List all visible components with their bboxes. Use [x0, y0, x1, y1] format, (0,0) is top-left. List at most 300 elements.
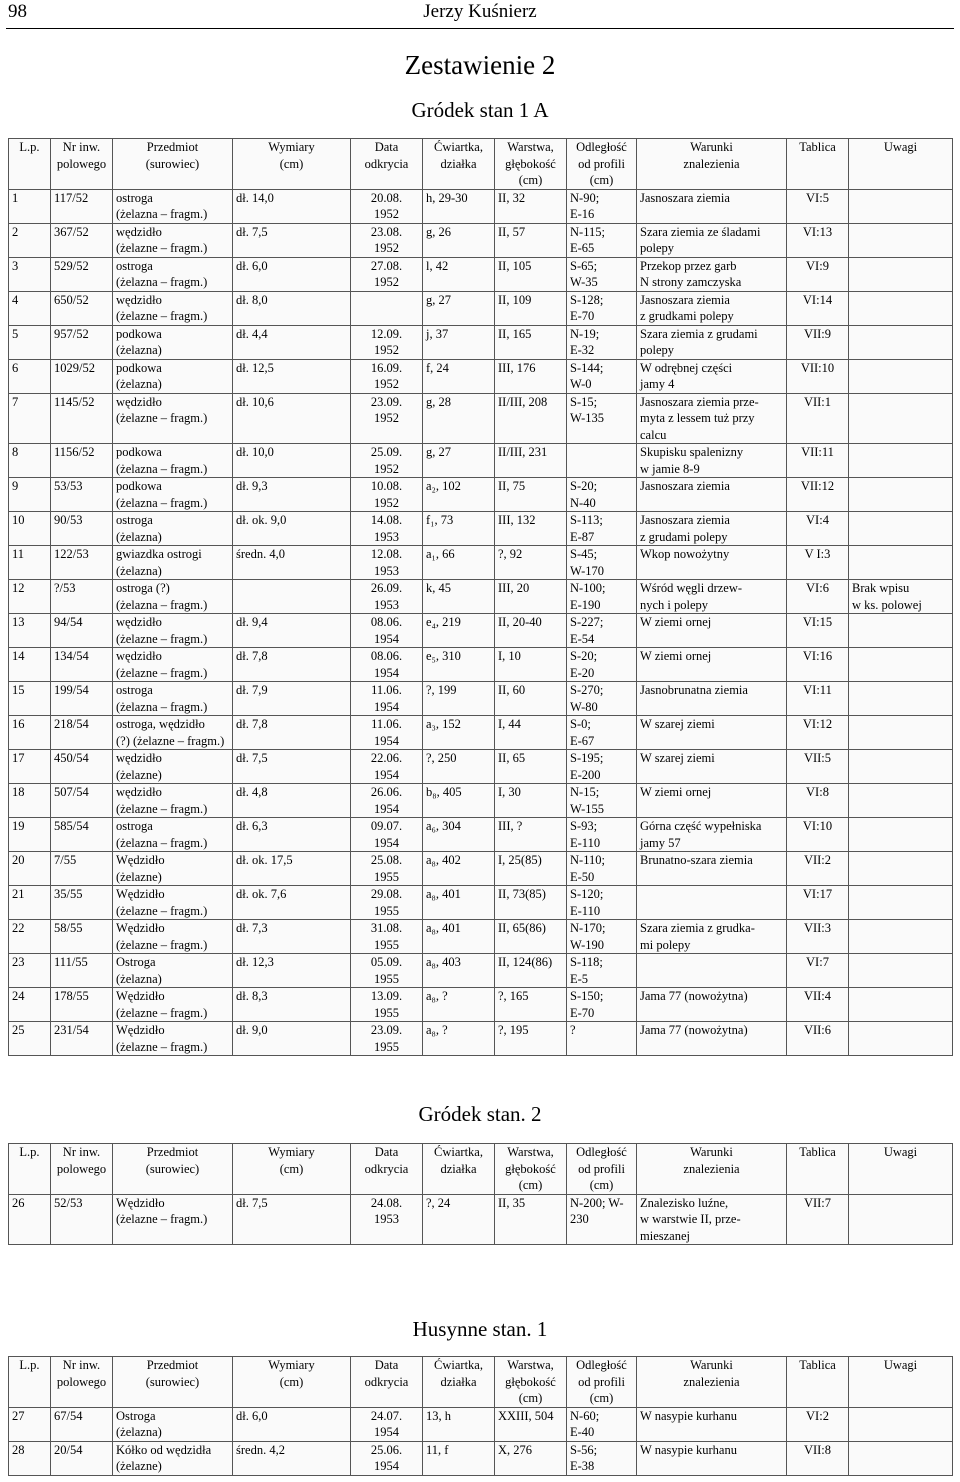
- cell-nr-inw: 529/52: [51, 257, 113, 291]
- cell-cwiartka: e₄, 219: [423, 614, 495, 648]
- table-gródek-1a: [8, 138, 953, 1056]
- table-row: [9, 716, 953, 750]
- cell-uwagi: [849, 1022, 953, 1056]
- column-header-odleglosc: Odległość od profili (cm): [567, 1144, 637, 1195]
- cell-lp: 25: [9, 1022, 51, 1056]
- cell-warstwa: II, 165: [495, 325, 567, 359]
- cell-tablica: V I:3: [787, 546, 849, 580]
- cell-warunki: Jasnoszara ziemia: [637, 478, 787, 512]
- column-header-uwagi: Uwagi: [849, 1357, 953, 1408]
- cell-cwiartka: a₆, 304: [423, 818, 495, 852]
- cell-data: 12.09. 1952: [351, 325, 423, 359]
- cell-uwagi: [849, 716, 953, 750]
- cell-uwagi: [849, 920, 953, 954]
- cell-odleglosc: S-113; E-87: [567, 512, 637, 546]
- cell-uwagi: [849, 818, 953, 852]
- cell-odleglosc: N-90; E-16: [567, 189, 637, 223]
- cell-warstwa: II, 60: [495, 682, 567, 716]
- cell-warunki: Jama 77 (nowożytna): [637, 1022, 787, 1056]
- cell-tablica: VI:6: [787, 580, 849, 614]
- cell-nr-inw: 90/53: [51, 512, 113, 546]
- cell-warstwa: I, 10: [495, 648, 567, 682]
- cell-wymiary: dł. 6,3: [233, 818, 351, 852]
- cell-uwagi: [849, 444, 953, 478]
- cell-warunki: Górna część wypełniska jamy 57: [637, 818, 787, 852]
- cell-lp: 24: [9, 988, 51, 1022]
- cell-wymiary: dł. 10,6: [233, 393, 351, 444]
- cell-lp: 5: [9, 325, 51, 359]
- cell-wymiary: dł. 4,8: [233, 784, 351, 818]
- cell-warunki: W nasypie kurhanu: [637, 1407, 787, 1441]
- cell-cwiartka: g, 26: [423, 223, 495, 257]
- cell-warunki: Szara ziemia z grudami polepy: [637, 325, 787, 359]
- cell-lp: 26: [9, 1194, 51, 1245]
- cell-uwagi: [849, 954, 953, 988]
- cell-cwiartka: a₂, 102: [423, 478, 495, 512]
- table-row: [9, 291, 953, 325]
- cell-wymiary: dł. 7,8: [233, 716, 351, 750]
- page-number: 98: [8, 1, 27, 22]
- cell-uwagi: [849, 1441, 953, 1475]
- cell-wymiary: dł. 9,0: [233, 1022, 351, 1056]
- cell-wymiary: dł. 9,3: [233, 478, 351, 512]
- cell-cwiartka: a₈, 401: [423, 920, 495, 954]
- cell-wymiary: średn. 4,2: [233, 1441, 351, 1475]
- cell-przedmiot: wędzidło (żelazne – fragm.): [113, 648, 233, 682]
- table-row: [9, 512, 953, 546]
- column-header-nr-inw: Nr inw. polowego: [51, 139, 113, 190]
- cell-uwagi: Brak wpisu w ks. polowej: [849, 580, 953, 614]
- cell-przedmiot: wędzidło (żelazne – fragm.): [113, 223, 233, 257]
- cell-odleglosc: N-110; E-50: [567, 852, 637, 886]
- cell-warunki: W ziemi ornej: [637, 614, 787, 648]
- cell-cwiartka: l, 42: [423, 257, 495, 291]
- cell-lp: 2: [9, 223, 51, 257]
- cell-tablica: VI:10: [787, 818, 849, 852]
- cell-data: 22.06. 1954: [351, 750, 423, 784]
- cell-przedmiot: ostroga (żelazna – fragm.): [113, 257, 233, 291]
- cell-nr-inw: 199/54: [51, 682, 113, 716]
- cell-przedmiot: ostroga (żelazna – fragm.): [113, 189, 233, 223]
- column-header-lp: L.p.: [9, 139, 51, 190]
- cell-nr-inw: 650/52: [51, 291, 113, 325]
- table-row: [9, 580, 953, 614]
- cell-lp: 16: [9, 716, 51, 750]
- table-row: [9, 359, 953, 393]
- cell-warunki: Wkop nowożytny: [637, 546, 787, 580]
- cell-tablica: VII:7: [787, 1194, 849, 1245]
- column-header-wymiary: Wymiary (cm): [233, 1144, 351, 1195]
- cell-lp: 4: [9, 291, 51, 325]
- cell-nr-inw: 1029/52: [51, 359, 113, 393]
- cell-przedmiot: wędzidło (żelazne – fragm.): [113, 393, 233, 444]
- table-row: [9, 750, 953, 784]
- cell-nr-inw: 1145/52: [51, 393, 113, 444]
- cell-wymiary: dł. ok. 17,5: [233, 852, 351, 886]
- cell-przedmiot: ostroga (?) (żelazna – fragm.): [113, 580, 233, 614]
- cell-warstwa: ?, 195: [495, 1022, 567, 1056]
- cell-tablica: VII:6: [787, 1022, 849, 1056]
- cell-cwiartka: g, 28: [423, 393, 495, 444]
- cell-cwiartka: f₁, 73: [423, 512, 495, 546]
- cell-lp: 10: [9, 512, 51, 546]
- cell-przedmiot: ostroga (żelazna – fragm.): [113, 818, 233, 852]
- column-header-tablica: Tablica: [787, 139, 849, 190]
- cell-nr-inw: 111/55: [51, 954, 113, 988]
- cell-warunki: Jasnobrunatna ziemia: [637, 682, 787, 716]
- table-row: [9, 954, 953, 988]
- cell-przedmiot: wędzidło (żelazne – fragm.): [113, 784, 233, 818]
- column-header-warstwa: Warstwa, głębokość (cm): [495, 1144, 567, 1195]
- cell-odleglosc: S-20; N-40: [567, 478, 637, 512]
- cell-tablica: VII:3: [787, 920, 849, 954]
- cell-warstwa: II, 124(86): [495, 954, 567, 988]
- cell-warunki: Wśród węgli drzew- nych i polepy: [637, 580, 787, 614]
- cell-tablica: VII:11: [787, 444, 849, 478]
- cell-wymiary: [233, 580, 351, 614]
- cell-uwagi: [849, 393, 953, 444]
- section-title-3: Husynne stan. 1: [412, 1317, 548, 1341]
- cell-warstwa: I, 30: [495, 784, 567, 818]
- cell-nr-inw: 7/55: [51, 852, 113, 886]
- cell-odleglosc: S-270; W-80: [567, 682, 637, 716]
- cell-warstwa: XXIII, 504: [495, 1407, 567, 1441]
- cell-uwagi: [849, 750, 953, 784]
- column-header-warstwa: Warstwa, głębokość (cm): [495, 139, 567, 190]
- cell-tablica: VI:14: [787, 291, 849, 325]
- cell-lp: 12: [9, 580, 51, 614]
- cell-nr-inw: 134/54: [51, 648, 113, 682]
- cell-warunki: [637, 886, 787, 920]
- cell-warstwa: II, 73(85): [495, 886, 567, 920]
- cell-uwagi: [849, 223, 953, 257]
- cell-wymiary: dł. 12,3: [233, 954, 351, 988]
- cell-przedmiot: Wędzidło (żelazne – fragm.): [113, 886, 233, 920]
- cell-przedmiot: Kółko od wędzidła (żelazne): [113, 1441, 233, 1475]
- cell-cwiartka: a₈, 403: [423, 954, 495, 988]
- cell-cwiartka: a₈, 401: [423, 886, 495, 920]
- cell-nr-inw: 585/54: [51, 818, 113, 852]
- cell-tablica: VII:5: [787, 750, 849, 784]
- cell-data: 12.08. 1953: [351, 546, 423, 580]
- cell-uwagi: [849, 546, 953, 580]
- cell-tablica: VI:11: [787, 682, 849, 716]
- column-header-nr-inw: Nr inw. polowego: [51, 1144, 113, 1195]
- cell-lp: 11: [9, 546, 51, 580]
- cell-lp: 6: [9, 359, 51, 393]
- cell-przedmiot: gwiazdka ostrogi (żelazna): [113, 546, 233, 580]
- cell-data: 09.07. 1954: [351, 818, 423, 852]
- cell-lp: 21: [9, 886, 51, 920]
- cell-warstwa: II, 20-40: [495, 614, 567, 648]
- cell-warstwa: III, 132: [495, 512, 567, 546]
- table-row: [9, 784, 953, 818]
- cell-przedmiot: wędzidło (żelazne – fragm.): [113, 614, 233, 648]
- cell-odleglosc: S-45; W-170: [567, 546, 637, 580]
- cell-tablica: VI:9: [787, 257, 849, 291]
- cell-nr-inw: 53/53: [51, 478, 113, 512]
- table-row: [9, 478, 953, 512]
- cell-odleglosc: S-150; E-70: [567, 988, 637, 1022]
- cell-przedmiot: podkowa (żelazna – fragm.): [113, 478, 233, 512]
- header-row: [9, 139, 953, 190]
- cell-warunki: Skupisku spalenizny w jamie 8-9: [637, 444, 787, 478]
- cell-przedmiot: Wędzidło (żelazne): [113, 852, 233, 886]
- cell-cwiartka: f, 24: [423, 359, 495, 393]
- cell-nr-inw: 35/55: [51, 886, 113, 920]
- cell-wymiary: dł. 6,0: [233, 257, 351, 291]
- cell-warstwa: X, 276: [495, 1441, 567, 1475]
- cell-cwiartka: a₈, ?: [423, 988, 495, 1022]
- column-header-tablica: Tablica: [787, 1357, 849, 1408]
- cell-lp: 18: [9, 784, 51, 818]
- cell-nr-inw: 957/52: [51, 325, 113, 359]
- cell-nr-inw: 1156/52: [51, 444, 113, 478]
- cell-data: 25.08. 1955: [351, 852, 423, 886]
- cell-warunki: Szara ziemia ze śladami polepy: [637, 223, 787, 257]
- cell-przedmiot: ostroga (żelazna – fragm.): [113, 682, 233, 716]
- cell-wymiary: dł. 14,0: [233, 189, 351, 223]
- column-header-cwiartka: Ćwiartka, działka: [423, 1144, 495, 1195]
- cell-warunki: Jasnoszara ziemia prze- myta z lessem tuż przy calcu: [637, 393, 787, 444]
- cell-data: 29.08. 1955: [351, 886, 423, 920]
- cell-uwagi: [849, 886, 953, 920]
- cell-cwiartka: a₈, ?: [423, 1022, 495, 1056]
- cell-data: 27.08. 1952: [351, 257, 423, 291]
- cell-warstwa: III, 176: [495, 359, 567, 393]
- cell-tablica: VII:4: [787, 988, 849, 1022]
- cell-data: 31.08. 1955: [351, 920, 423, 954]
- cell-przedmiot: Wędzidło (żelazne – fragm.): [113, 988, 233, 1022]
- cell-tablica: VII:12: [787, 478, 849, 512]
- cell-odleglosc: N-15; W-155: [567, 784, 637, 818]
- cell-wymiary: dł. 7,5: [233, 1194, 351, 1245]
- cell-tablica: VI:17: [787, 886, 849, 920]
- cell-data: 24.08. 1953: [351, 1194, 423, 1245]
- cell-warunki: [637, 954, 787, 988]
- cell-data: 23.09. 1952: [351, 393, 423, 444]
- table-gródek-2: [8, 1143, 953, 1245]
- cell-uwagi: [849, 478, 953, 512]
- cell-wymiary: dł. ok. 7,6: [233, 886, 351, 920]
- cell-odleglosc: S-56; E-38: [567, 1441, 637, 1475]
- cell-cwiartka: g, 27: [423, 291, 495, 325]
- cell-data: 08.06. 1954: [351, 648, 423, 682]
- column-header-warunki: Warunki znalezienia: [637, 139, 787, 190]
- cell-uwagi: [849, 189, 953, 223]
- table-row: [9, 257, 953, 291]
- column-header-lp: L.p.: [9, 1144, 51, 1195]
- cell-odleglosc: S-65; W-35: [567, 257, 637, 291]
- cell-warunki: W szarej ziemi: [637, 716, 787, 750]
- cell-przedmiot: Wędzidło (żelazne – fragm.): [113, 1022, 233, 1056]
- cell-wymiary: dł. 4,4: [233, 325, 351, 359]
- cell-lp: 3: [9, 257, 51, 291]
- cell-warunki: Przekop przez garb N strony zamczyska: [637, 257, 787, 291]
- column-header-przedmiot: Przedmiot (surowiec): [113, 1144, 233, 1195]
- cell-wymiary: dł. 8,3: [233, 988, 351, 1022]
- cell-odleglosc: S-227; E-54: [567, 614, 637, 648]
- cell-warstwa: II, 109: [495, 291, 567, 325]
- cell-lp: 22: [9, 920, 51, 954]
- cell-warstwa: II/III, 231: [495, 444, 567, 478]
- cell-warstwa: I, 44: [495, 716, 567, 750]
- cell-lp: 17: [9, 750, 51, 784]
- table-row: [9, 852, 953, 886]
- cell-data: 26.09. 1953: [351, 580, 423, 614]
- cell-warstwa: II, 105: [495, 257, 567, 291]
- cell-warunki: Jama 77 (nowożytna): [637, 988, 787, 1022]
- cell-cwiartka: a₁, 66: [423, 546, 495, 580]
- cell-odleglosc: ?: [567, 1022, 637, 1056]
- cell-cwiartka: a₃, 152: [423, 716, 495, 750]
- cell-lp: 9: [9, 478, 51, 512]
- header-row: [9, 1357, 953, 1408]
- cell-data: 25.06. 1954: [351, 1441, 423, 1475]
- column-header-uwagi: Uwagi: [849, 1144, 953, 1195]
- cell-nr-inw: 67/54: [51, 1407, 113, 1441]
- cell-lp: 27: [9, 1407, 51, 1441]
- table-row: [9, 223, 953, 257]
- table-row: [9, 1441, 953, 1475]
- cell-przedmiot: Wędzidło (żelazne – fragm.): [113, 1194, 233, 1245]
- cell-lp: 7: [9, 393, 51, 444]
- cell-lp: 23: [9, 954, 51, 988]
- cell-nr-inw: 52/53: [51, 1194, 113, 1245]
- table-row: [9, 393, 953, 444]
- cell-lp: 14: [9, 648, 51, 682]
- cell-uwagi: [849, 988, 953, 1022]
- cell-data: 13.09. 1955: [351, 988, 423, 1022]
- cell-tablica: VII:8: [787, 1441, 849, 1475]
- cell-nr-inw: ?/53: [51, 580, 113, 614]
- column-header-odleglosc: Odległość od profili (cm): [567, 139, 637, 190]
- cell-odleglosc: S-120; E-110: [567, 886, 637, 920]
- cell-lp: 20: [9, 852, 51, 886]
- table-row: [9, 920, 953, 954]
- table-row: [9, 444, 953, 478]
- cell-odleglosc: S-128; E-70: [567, 291, 637, 325]
- cell-przedmiot: Ostroga (żelazna): [113, 954, 233, 988]
- cell-cwiartka: a₈, 402: [423, 852, 495, 886]
- cell-warstwa: I, 25(85): [495, 852, 567, 886]
- cell-warunki: Znalezisko luźne, w warstwie II, prze- mieszanej: [637, 1194, 787, 1245]
- cell-data: 23.09. 1955: [351, 1022, 423, 1056]
- cell-warstwa: II, 32: [495, 189, 567, 223]
- cell-warunki: W szarej ziemi: [637, 750, 787, 784]
- cell-warunki: Jasnoszara ziemia: [637, 189, 787, 223]
- column-header-warunki: Warunki znalezienia: [637, 1357, 787, 1408]
- cell-data: 16.09. 1952: [351, 359, 423, 393]
- cell-lp: 15: [9, 682, 51, 716]
- cell-warstwa: II, 65(86): [495, 920, 567, 954]
- cell-cwiartka: 13, h: [423, 1407, 495, 1441]
- cell-warunki: Szara ziemia z grudka- mi polepy: [637, 920, 787, 954]
- cell-uwagi: [849, 1194, 953, 1245]
- cell-wymiary: dł. ok. 9,0: [233, 512, 351, 546]
- cell-tablica: VI:12: [787, 716, 849, 750]
- cell-warstwa: II, 57: [495, 223, 567, 257]
- cell-nr-inw: 218/54: [51, 716, 113, 750]
- cell-nr-inw: 122/53: [51, 546, 113, 580]
- cell-tablica: VI:4: [787, 512, 849, 546]
- cell-wymiary: dł. 7,5: [233, 223, 351, 257]
- cell-warstwa: ?, 165: [495, 988, 567, 1022]
- cell-warstwa: II, 65: [495, 750, 567, 784]
- column-header-warunki: Warunki znalezienia: [637, 1144, 787, 1195]
- cell-tablica: VII:10: [787, 359, 849, 393]
- cell-tablica: VI:5: [787, 189, 849, 223]
- cell-lp: 8: [9, 444, 51, 478]
- cell-tablica: VI:13: [787, 223, 849, 257]
- cell-cwiartka: b₈, 405: [423, 784, 495, 818]
- cell-wymiary: dł. 9,4: [233, 614, 351, 648]
- cell-wymiary: dł. 6,0: [233, 1407, 351, 1441]
- cell-warunki: Jasnoszara ziemia z grudami polepy: [637, 512, 787, 546]
- cell-lp: 13: [9, 614, 51, 648]
- table-row: [9, 1022, 953, 1056]
- cell-odleglosc: N-115; E-65: [567, 223, 637, 257]
- cell-odleglosc: S-93; E-110: [567, 818, 637, 852]
- cell-warunki: W ziemi ornej: [637, 648, 787, 682]
- table-row: [9, 648, 953, 682]
- cell-uwagi: [849, 852, 953, 886]
- cell-nr-inw: 450/54: [51, 750, 113, 784]
- cell-wymiary: dł. 12,5: [233, 359, 351, 393]
- cell-cwiartka: k, 45: [423, 580, 495, 614]
- cell-data: 26.06. 1954: [351, 784, 423, 818]
- table-row: [9, 189, 953, 223]
- cell-przedmiot: podkowa (żelazna): [113, 325, 233, 359]
- cell-data: 10.08. 1952: [351, 478, 423, 512]
- cell-uwagi: [849, 648, 953, 682]
- cell-przedmiot: podkowa (żelazna): [113, 359, 233, 393]
- cell-wymiary: dł. 7,9: [233, 682, 351, 716]
- cell-warunki: W odrębnej części jamy 4: [637, 359, 787, 393]
- cell-cwiartka: g, 27: [423, 444, 495, 478]
- cell-warstwa: III, 20: [495, 580, 567, 614]
- cell-wymiary: dł. 7,8: [233, 648, 351, 682]
- cell-odleglosc: N-100; E-190: [567, 580, 637, 614]
- cell-warstwa: II, 35: [495, 1194, 567, 1245]
- cell-warstwa: II, 75: [495, 478, 567, 512]
- cell-odleglosc: S-15; W-135: [567, 393, 637, 444]
- cell-uwagi: [849, 257, 953, 291]
- cell-tablica: VI:2: [787, 1407, 849, 1441]
- column-header-data: Data odkrycia: [351, 1144, 423, 1195]
- table-row: [9, 818, 953, 852]
- cell-warstwa: ?, 92: [495, 546, 567, 580]
- cell-cwiartka: e₅, 310: [423, 648, 495, 682]
- column-header-przedmiot: Przedmiot (surowiec): [113, 1357, 233, 1408]
- cell-odleglosc: S-0; E-67: [567, 716, 637, 750]
- table-row: [9, 1407, 953, 1441]
- table-husynne-1: [8, 1356, 953, 1476]
- header-rule: [6, 28, 954, 29]
- cell-warunki: W ziemi ornej: [637, 784, 787, 818]
- table-row: [9, 614, 953, 648]
- column-header-odleglosc: Odległość od profili (cm): [567, 1357, 637, 1408]
- section-title-2: Gródek stan. 2: [418, 1102, 542, 1126]
- main-title: Zestawienie 2: [404, 50, 556, 80]
- cell-data: 25.09. 1952: [351, 444, 423, 478]
- cell-nr-inw: 58/55: [51, 920, 113, 954]
- column-header-uwagi: Uwagi: [849, 139, 953, 190]
- cell-tablica: VI:15: [787, 614, 849, 648]
- table-row: [9, 988, 953, 1022]
- cell-cwiartka: 11, f: [423, 1441, 495, 1475]
- cell-nr-inw: 367/52: [51, 223, 113, 257]
